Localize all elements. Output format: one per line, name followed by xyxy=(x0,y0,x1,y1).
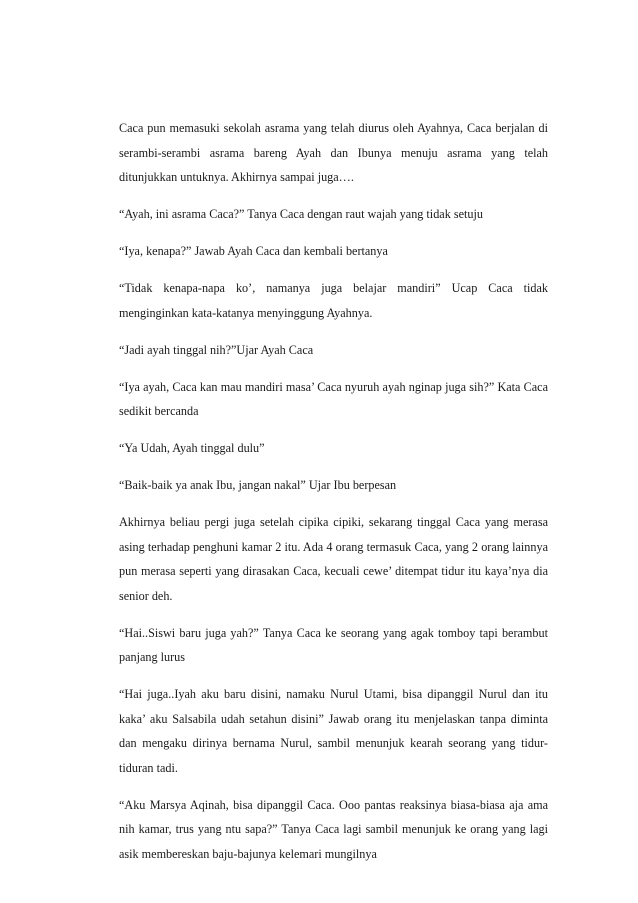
paragraph-9: Akhirnya beliau pergi juga setelah cipika cipiki, sekarang tinggal Caca yang merasa asing terhadap penghuni kamar 2 itu. Ada 4 orang termasuk Caca, yang 2 orang lainnya pun merasa seperti yang dirasakan Caca, kecuali cewe’ ditempat tidur itu kaya’nya dia senior deh. xyxy=(119,515,548,603)
paragraph-4: “Tidak kenapa-napa ko’, namanya juga belajar mandiri” Ucap Caca tidak menginginkan kata-katanya menyinggung Ayahnya. xyxy=(119,281,548,320)
paragraph-8: “Baik-baik ya anak Ibu, jangan nakal” Ujar Ibu berpesan xyxy=(119,478,397,492)
paragraph-12: “Aku Marsya Aqinah, bisa dipanggil Caca. Ooo pantas reaksinya biasa-biasa aja ama nih kamar, trus yang ntu sapa?” Tanya Caca lagi sambil menunjuk ke orang yang lagi asik membereskan baju-bajunya kelemari mungilnya xyxy=(119,797,548,861)
paragraph-1: Caca pun memasuki sekolah asrama yang telah diurus oleh Ayahnya, Caca berjalan di serambi-serambi asrama bareng Ayah dan Ibunya menuju asrama yang telah ditunjukkan untuknya. Akhirnya sampai juga…. xyxy=(119,121,548,184)
paragraph-5: “Jadi ayah tinggal nih?”Ujar Ayah Caca xyxy=(119,342,314,357)
paragraph-7: “Ya Udah, Ayah tinggal dulu” xyxy=(119,441,265,455)
paragraph-10: “Hai..Siswi baru juga yah?” Tanya Caca ke seorang yang agak tomboy tapi berambut panjang lurus xyxy=(119,625,548,664)
paragraph-2: “Ayah, ini asrama Caca?” Tanya Caca dengan raut wajah yang tidak setuju xyxy=(119,207,483,221)
paragraph-11: “Hai juga..Iyah aku baru disini, namaku Nurul Utami, bisa dipanggil Nurul dan itu kaka’ aku Salsabila udah setahun disini” Jawab orang itu menjelaskan tanpa diminta dan mengaku dirinya bernama Nurul, sambil menunjuk kearah seorang yang tidur-tiduran tadi. xyxy=(119,687,548,775)
paragraph-3: “Iya, kenapa?” Jawab Ayah Caca dan kembali bertanya xyxy=(119,244,388,258)
paragraph-6: “Iya ayah, Caca kan mau mandiri masa’ Caca nyuruh ayah nginap juga sih?” Kata Caca sedikit bercanda xyxy=(119,379,548,418)
story-text xyxy=(119,116,548,879)
